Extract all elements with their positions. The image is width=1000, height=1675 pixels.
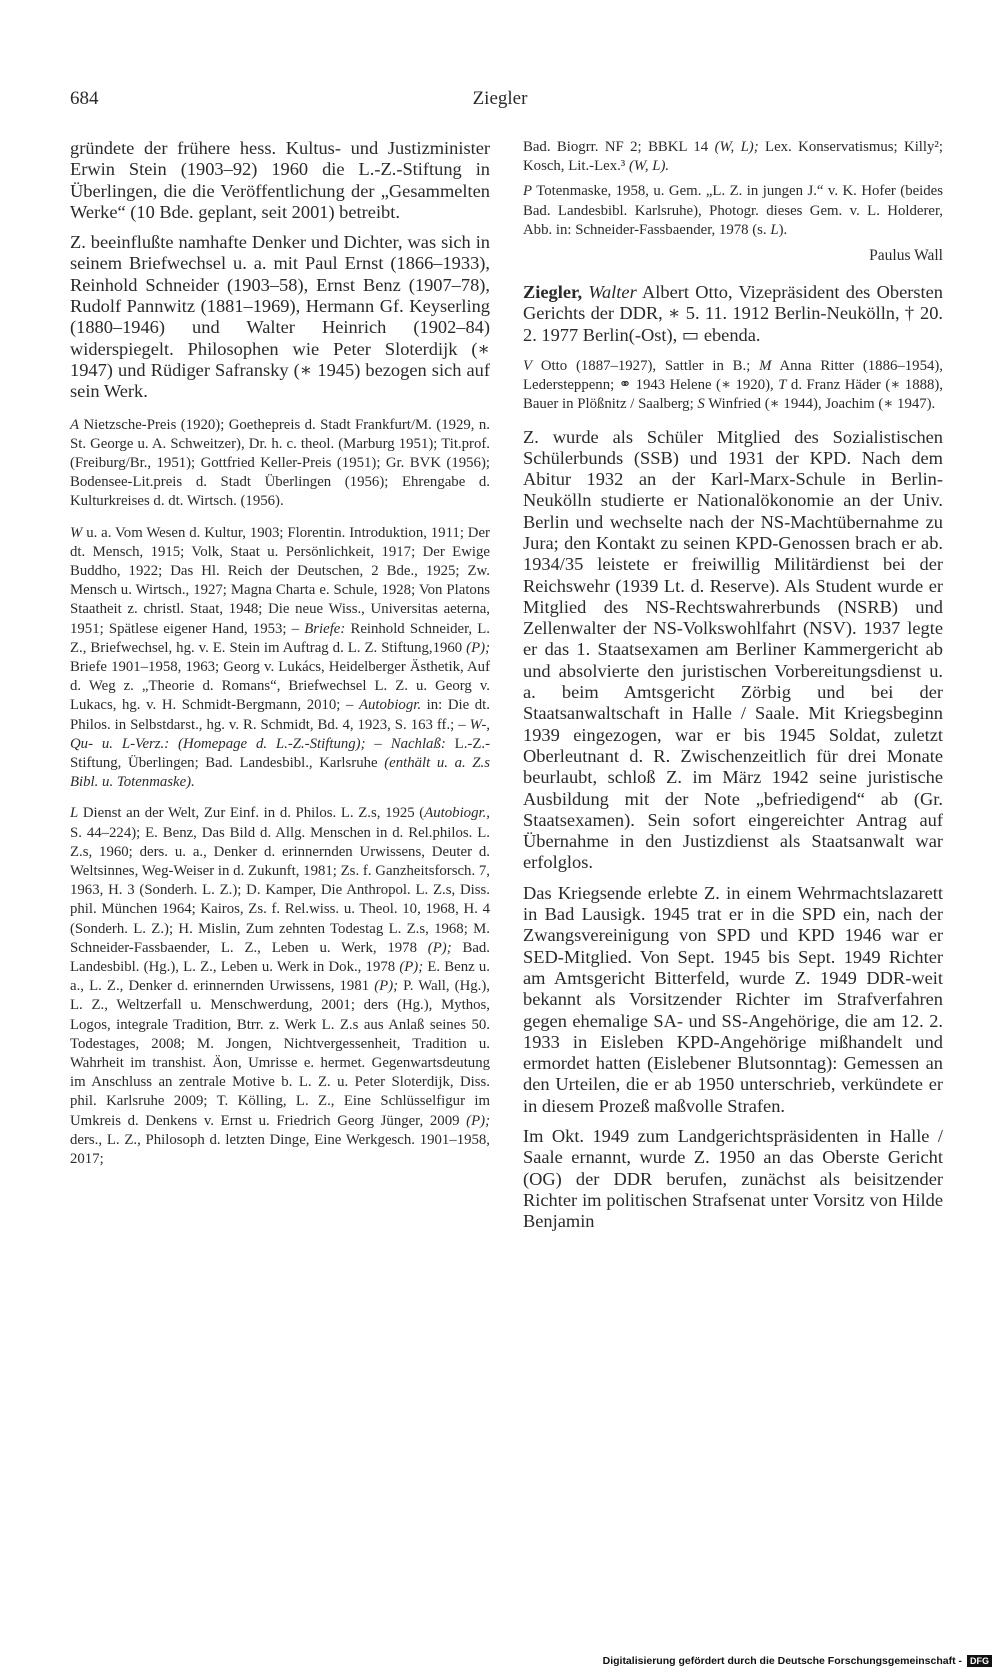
paragraph: Z. beeinflußte namhafte Denker und Dichter, was sich in seinem Briefwechsel u. a. mit Paul Ernst (1866–1933), Reinhold Schneider (1903–58), Ernst Benz (1907–78), Rudolf Pannwitz (1881–1969), Hermann Gf. Keyserling (1880–1946) und Walter Heinrich (1902–84) widerspiegelt. Philosophen wie Peter Sloterdijk (∗ 1947) und Rüdiger Safransky (∗ 1945) bezogen sich auf sein Werk. [70,232,490,402]
portrait-marker: (P); [399,959,424,976]
works-section [70,524,490,793]
section-label-a: A [70,416,80,433]
digitization-footer [603,1655,992,1667]
entry-heading [523,282,943,346]
sources-marker: (W, L). [628,158,670,175]
works-verz-label: W-, Qu- u. L-Verz.: (Homepage d. L.-Z.-Stiftung); – Nachlaß: [70,716,490,752]
family-text: d. Franz Häder (∗ 1888), Bauer in Plößnitz / Saalberg; [523,377,944,413]
works-briefe-label: Briefe: [304,620,346,637]
page-number: 684 [70,88,99,109]
works-text: Reinhold Schneider, L. Z., Briefwechsel, hg. v. E. Stein im Auftrag d. L. Z. Stiftung,1960 [70,620,490,656]
portrait-marker: (P); [374,978,399,995]
family-text: Otto (1887–1927), Sattler in B.; [532,357,760,374]
section-ref-l: L [770,221,779,238]
paragraph: Das Kriegsende erlebte Z. in einem Wehrmachtslazarett in Bad Lausigk. 1945 trat er in die SPD ein, nach der Zwangsvereinigung von SPD und KPD 1946 war er SED-Mitglied. Von Sept. 1945 bis Sept. 1949 Richter am Amtsgericht Bitterfeld, wurde Z. 1949 DDR-weit bekannt als Vorsitzender Richter im Strafverfahren gegen ehemalige SA- und SS-Angehörige, die am 12. 2. 1933 in Eisleben KPD-Angehörige mißhandelt und ermordet hatten (Eislebener Blutsonntag): Gemessen an den Urteilen, die er ab 1950 unterschrieb, verkündete er in diesem Prozeß maßvolle Strafen. [523,882,943,1116]
sources-text: Lex. Konservatismus; Killy²; Kosch, Lit.-Lex.³ [523,139,943,175]
paragraph: Im Okt. 1949 zum Landgerichtspräsidenten in Halle / Saale ernannt, wurde Z. 1950 an das Oberste Gericht (OG) der DDR berufen, zunächst als beisitzender Richter im politischen Strafsenat unter Vorsitz von Hilde Benjamin [523,1126,943,1232]
author-signature: Paulus Wall [869,247,943,265]
section-label-w: W [70,524,83,541]
sources-continuation [523,138,943,176]
literature-autobiogr: Autobiogr., [424,805,490,822]
portrait-marker: (P); [427,939,452,956]
portraits-section [523,182,943,240]
entry-given-name: Walter [588,282,637,303]
works-text: in: Die dt. Philos. in Selbstdarst., hg. v. R. Schmidt, Bd. 4, 1923, S. 163 ff.; – [70,697,490,733]
literature-text: P. Wall, (Hg.), L. Z., Weltzerfall u. Menschwerdung, 2001; ders (Hg.), Mythos, Logos, integrale Tradition, Btrr. z. Werk L. Z.s aus Anlaß seines 50. Todestages, 2008; M. Jongen, Nichtvergessenheit, Tradition u. Wahrheit im transhist. Äon, Umrisse e. hermet. Gegenwartsdeutung im Anschluss an zentrale Motive b. L. Z. u. Peter Sloterdijk, Diss. phil. Karlsruhe 2009; T. Kölling, L. Z., Eine Schlüsselfigur im Umkreis d. Denkens v. Ernst u. Friedrich Georg Jünger, 2009 [70,978,491,1129]
running-head: Ziegler [472,88,528,109]
literature-section [70,804,490,1169]
section-label-p: P [523,183,533,200]
family-text: Anna Ritter (1886–1954), Ledersteppenn; ⚭ 1943 Helene (∗ 1920), [523,357,943,394]
sources-marker: (W, L); [714,139,759,155]
section-label-m: M [759,357,772,374]
literature-text: ders., L. Z., Philosoph d. letzten Dinge, Eine Werkgesch. 1901–1958, 2017; [70,1131,490,1168]
family-text: Winfried (∗ 1944), Joachim (∗ 1947). [704,396,936,413]
left-column [70,138,490,1181]
literature-text: Dienst an der Welt, Zur Einf. in d. Philos. L. Z.s, 1925 ( [78,805,425,822]
works-autobiogr-label: Autobiogr. [358,697,422,714]
portraits-text: ). [778,221,788,238]
footer-text: Digitalisierung gefördert durch die Deutsche Forschungsgemeinschaft - [602,1655,962,1667]
paragraph: gründete der frühere hess. Kultus- und Justizminister Erwin Stein (1903–92) 1960 die L.-Z.-Stiftung in Überlingen, die die Veröffentlichung der „Gesammelten Werke“ (10 Bde. geplant, seit 2001) betreibt. [70,138,490,222]
family-section [523,357,943,415]
literature-text: S. 44–224); E. Benz, Das Bild d. Allg. Menschen in d. Rel.philos. L. Z.s, 1960; ders. u. a., Denker d. erinnernden Urwissens, Deuter d. Weltsinnes, Weg-Weiser in d. Zukunft, 1981; Zs. f. Ganzheitsforsch. 7, 1963, H. 3 (Sonderh. L. Z.); D. Kamper, Die Anthropol. L. Z.s, Diss. phil. München 1964; Kairos, Zs. f. Rel.wiss. u. Theol. 10, 1968, H. 4 (Sonderh. L. Z.); H. Mislin, Zum zehnten Todestag L. Z.s, 1968; M. Schneider-Fassbaender, L. Z., Leben u. Werk, 1978 [70,824,490,956]
works-text: u. a. Vom Wesen d. Kultur, 1903; Florentin. Introduktion, 1911; Der dt. Mensch, 1915; Volk, Staat u. Persönlichkeit, 1917; Der Ewige Buddho, 1922; Das Hl. Reich der Deutschen, 2 Bde., 1925; Zw. Mensch u. Wirtsch., 1927; Magna Charta e. Schule, 1928; Von Platons Staatheit z. christl. Staat, 1948; Die neue Wiss., Universitas aeterna, 1951; Spätlese eigener Hand, 1953; – [70,524,490,637]
literature-text: Bad. Landesbibl. (Hg.), L. Z., Leben u. Werk in Dok., 1978 [70,939,490,976]
works-nachlass-note: (enthält u. a. Z.s Bibl. u. Totenmaske). [70,755,490,791]
section-label-s: S [697,396,705,413]
works-text: L.-Z.-Stiftung, Überlingen; Bad. Landesbibl., Karlsruhe [70,735,490,772]
literature-text: E. Benz u. a., L. Z., Denker d. erinnernden Urwissens, 1981 [70,959,490,995]
sources-text: Bad. Biogrr. NF 2; BBKL 14 [523,139,715,155]
entry-surname: Ziegler, [523,282,583,303]
right-column [523,138,943,1242]
section-label-t: T [778,377,787,394]
entry-details: Albert Otto, Vizepräsident des Obersten Gerichts der DDR, ∗ 5. 11. 1912 Berlin-Neukölln, † 20. 2. 1977 Berlin(-Ost), ▭ ebenda. [523,282,943,345]
paragraph: Z. wurde als Schüler Mitglied des Sozialistischen Schülerbunds (SSB) und 1931 der KPD. Nach dem Abitur 1932 an der Karl-Marx-Schule in Berlin-Neukölln studierte er Nationalökonomie an der Univ. Berlin und wechselte nach der NS-Machtübernahme zu Jura; den Kontakt zu seinen KPD-Genossen brach er ab. 1934/35 leistete er freiwillig Militärdienst bei der Reichswehr (1939 Lt. d. Reserve). Als Student wurde er Mitglied des NS-Rechtswahrerbunds (NSRB) und Zellenwalter der NS-Volkswohlfahrt (NSV). 1937 legte er das 1. Staatsexamen am Berliner Kammergericht ab und absolvierte den juristischen Vorbereitungsdienst u. a. beim Amtsgericht Zörbig und bei der Staatsanwaltschaft in Halle / Saale. Mit Kriegsbeginn 1939 eingezogen, war er bis 1945 Soldat, zuletzt Oberleutnant d. R. Zwischenzeitlich für drei Monate beurlaubt, schloß Z. im März 1942 seine juristische Ausbildung mit der Note „befriedigend“ ab (Gr. Staatsexamen). Sein sofort eingereichter Antrag auf Übernahme in den Justizdienst als Staatsanwalt war erfolglos. [523,426,943,873]
works-text: Briefe 1901–1958, 1963; Georg v. Lukács, Heidelberger Ästhetik, Auf d. Weg z. „Theorie d. Romans“, Briefwechsel L. Z. u. Georg v. Lukacs, hg. v. H. Schmidt-Bergmann, 2010; – [70,659,490,714]
section-label-l: L [70,805,79,822]
portraits-text: Totenmaske, 1958, u. Gem. „L. Z. in jungen J.“ v. K. Hofer (beides Bad. Landesbibl. Karlsruhe), Photogr. dieses Gem. v. L. Holderer, Abb. in: Schneider-Fassbaender, 1978 (s. [523,183,943,238]
dfg-logo: DFG [967,1655,992,1667]
awards-text: Nietzsche-Preis (1920); Goethepreis d. Stadt Frankfurt/M. (1929, n. St. George u. A. Schweitzer), Dr. h. c. theol. (Marburg 1951); Tit.prof. (Freiburg/Br., 1951); Gottfried Keller-Preis (1951); Gr. BVK (1956); Bodensee-Lit.preis d. Stadt Überlingen (1956); Ehrengabe d. Kulturkreises d. dt. Wirtsch. (1956). [70,416,490,510]
section-label-v: V [523,357,533,374]
portrait-marker: (P); [466,639,490,656]
awards-section [70,416,490,512]
portrait-marker: (P); [466,1112,490,1129]
